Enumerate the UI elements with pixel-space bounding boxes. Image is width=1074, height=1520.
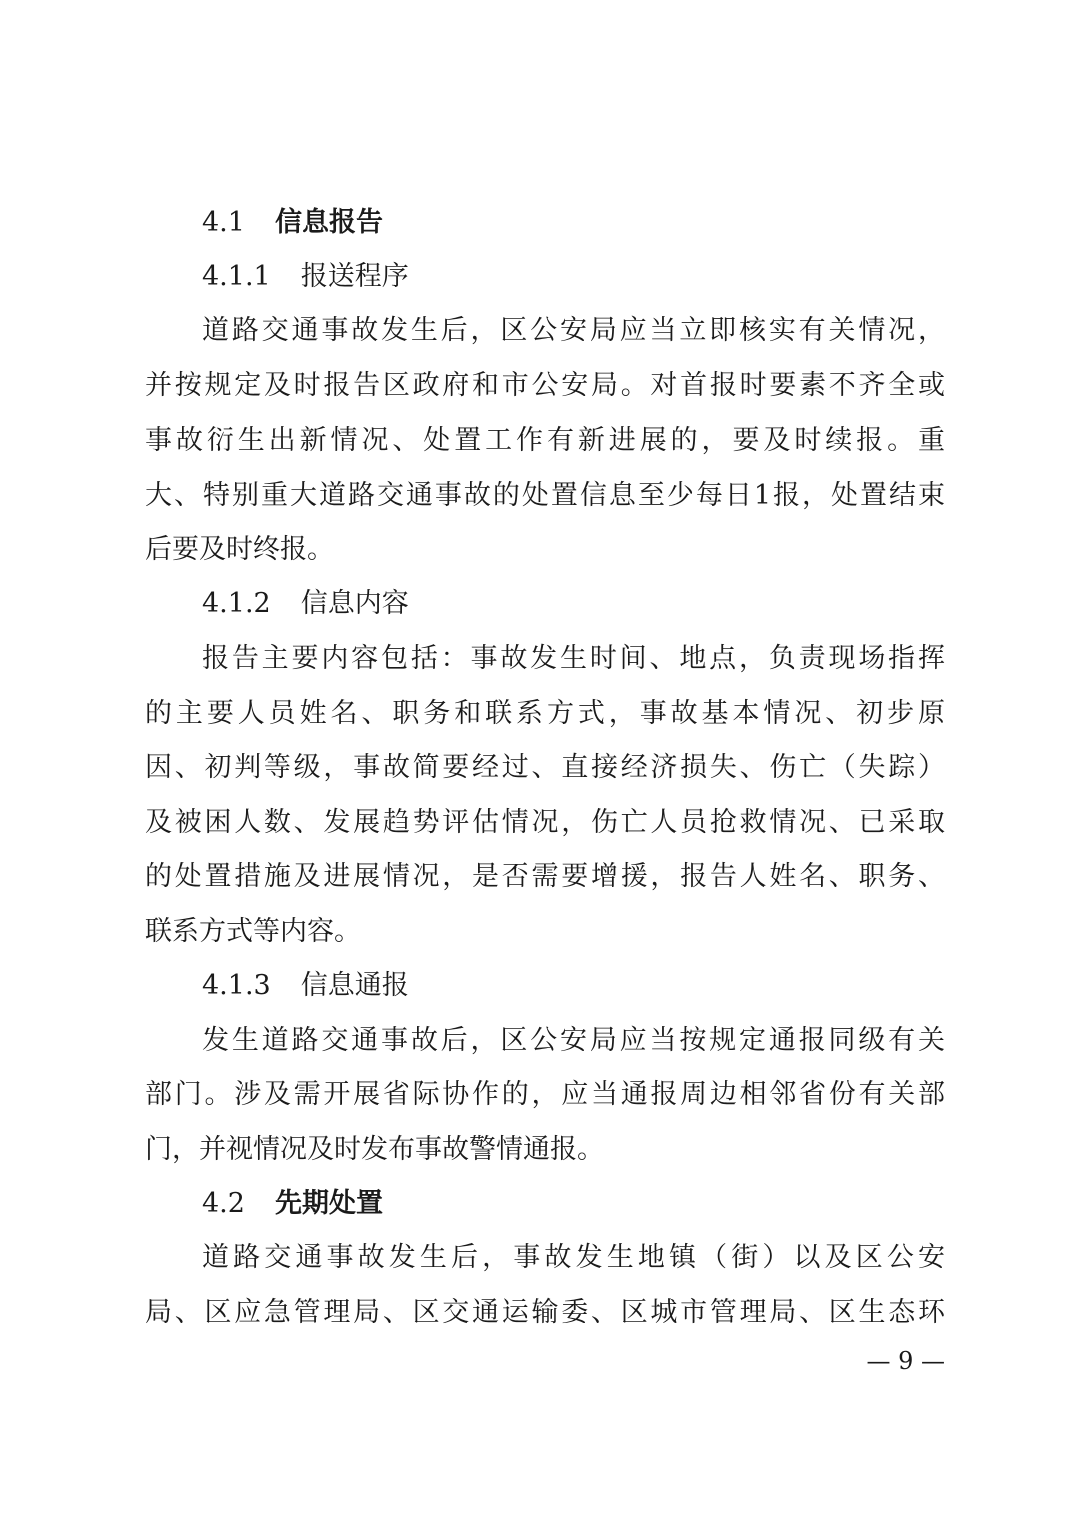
paragraph-line: 的处置措施及进展情况，是否需要增援，报告人姓名、职务、 [145, 861, 945, 892]
section-number: 4.2 [202, 1188, 245, 1219]
section-title: 信息内容 [300, 588, 409, 619]
section-number: 4.1.2 [202, 588, 271, 619]
section-title: 先期处置 [274, 1188, 383, 1219]
section-heading-4-1 [202, 203, 945, 243]
paragraph-line: 事故衍生出新情况、处置工作有新进展的，要及时续报。重 [145, 425, 945, 456]
paragraph-line: 因、初判等级，事故简要经过、直接经济损失、伤亡（失踪） [145, 752, 945, 783]
paragraph-line: 发生道路交通事故后，区公安局应当按规定通报同级有关 [202, 1025, 945, 1056]
paragraph-line: 大、特别重大道路交通事故的处置信息至少每日1报，处置结束 [145, 480, 945, 511]
section-heading-4-1-2 [202, 584, 945, 624]
section-heading-4-1-1 [202, 257, 945, 297]
section-number: 4.1 [202, 207, 245, 238]
paragraph-line: 局、区应急管理局、区交通运输委、区城市管理局、区生态环 [145, 1297, 945, 1328]
section-heading-4-2 [202, 1184, 945, 1224]
section-title: 信息报告 [274, 207, 383, 238]
paragraph-line: 联系方式等内容。 [145, 916, 361, 947]
section-number: 4.1.1 [202, 261, 271, 292]
paragraph-line: 门，并视情况及时发布事故警情通报。 [145, 1134, 604, 1165]
section-title: 报送程序 [300, 261, 409, 292]
paragraph-line: 并按规定及时报告区政府和市公安局。对首报时要素不齐全或 [145, 370, 945, 401]
paragraph-line: 的主要人员姓名、职务和联系方式，事故基本情况、初步原 [145, 698, 945, 729]
page-number: — 9 — [866, 1347, 945, 1375]
paragraph-line: 及被困人数、发展趋势评估情况，伤亡人员抢救情况、已采取 [145, 807, 945, 838]
paragraph-line: 道路交通事故发生后，事故发生地镇（街）以及区公安 [202, 1242, 945, 1273]
paragraph-line: 报告主要内容包括：事故发生时间、地点，负责现场指挥 [202, 643, 945, 674]
paragraph-line: 后要及时终报。 [145, 534, 334, 565]
section-title: 信息通报 [300, 970, 409, 1001]
section-number: 4.1.3 [202, 970, 271, 1001]
section-heading-4-1-3 [202, 966, 945, 1006]
paragraph-line: 部门。涉及需开展省际协作的，应当通报周边相邻省份有关部 [145, 1079, 945, 1110]
paragraph-line: 道路交通事故发生后，区公安局应当立即核实有关情况， [202, 315, 945, 346]
